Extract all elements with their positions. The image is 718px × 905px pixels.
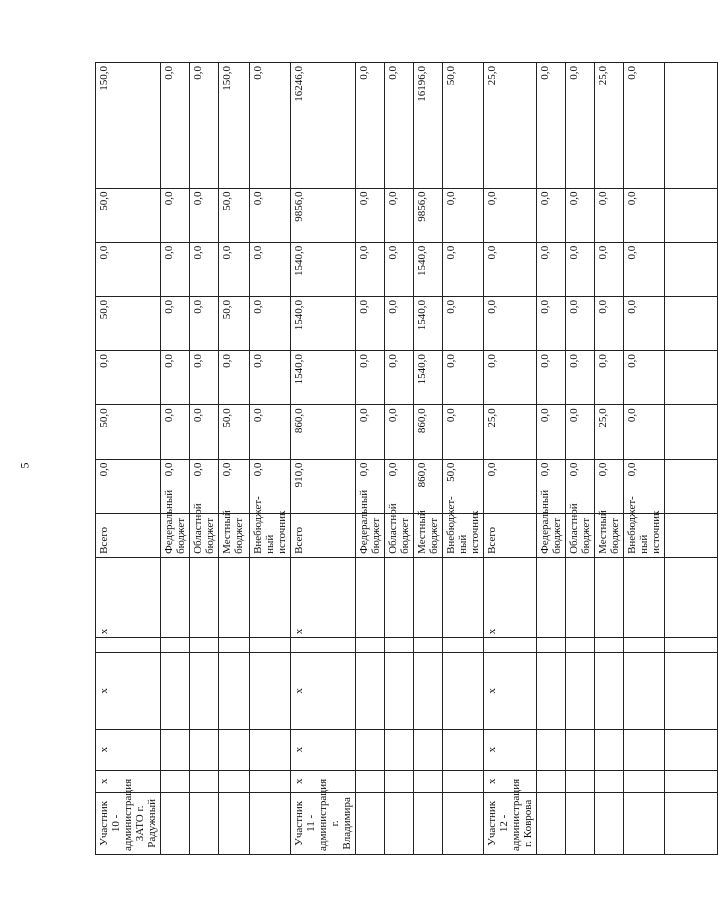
value-cell: 0,0 [356,405,385,459]
funding-source-cell: Федеральный бюджет [356,513,385,557]
table-row [385,63,414,855]
marker-cell [665,557,718,637]
value-cell: 50,0 [96,296,161,350]
value-cell: 0,0 [219,242,250,296]
value-cell: 50,0 [96,405,161,459]
marker-cell [219,557,250,637]
participant-cell: Участник 10 - администрация ЗАТО г. Радужный [96,792,161,854]
value-cell: 0,0 [161,405,190,459]
value-cell: 0,0 [537,188,566,242]
participant-cell [624,792,665,854]
funding-source-cell: Местный бюджет [414,513,443,557]
value-cell: 0,0 [161,188,190,242]
value-cell: 0,0 [190,188,219,242]
value-cell: 1540,0 [291,296,356,350]
value-cell: 150,0 [219,63,250,189]
value-cell: 0,0 [385,63,414,189]
value-cell: 0,0 [385,242,414,296]
value-cell: 25,0 [484,405,537,459]
value-cell: 50,0 [443,459,484,513]
value-cell: 50,0 [443,63,484,189]
value-cell: 0,0 [566,188,595,242]
value-cell: 0,0 [250,405,291,459]
marker-cell [595,729,624,770]
empty-cell [161,638,190,653]
value-cell: 0,0 [356,459,385,513]
value-cell: 0,0 [595,459,624,513]
participant-cell [219,792,250,854]
value-cell [665,459,718,513]
budget-table [95,62,718,855]
marker-cell: x [291,557,356,637]
marker-cell [537,557,566,637]
value-cell: 16246,0 [291,63,356,189]
value-cell: 0,0 [484,188,537,242]
value-cell: 0,0 [484,459,537,513]
marker-cell [443,653,484,729]
value-cell [665,63,718,189]
marker-cell [356,770,385,792]
funding-source-cell [665,513,718,557]
participant-cell [385,792,414,854]
value-cell: 0,0 [385,405,414,459]
value-cell: 0,0 [219,351,250,405]
value-cell: 0,0 [566,242,595,296]
value-cell: 0,0 [356,351,385,405]
marker-cell [161,729,190,770]
marker-cell [566,729,595,770]
value-cell: 0,0 [537,405,566,459]
value-cell [665,242,718,296]
marker-cell [219,653,250,729]
marker-cell [250,557,291,637]
value-cell: 0,0 [190,296,219,350]
page-number: 5 [17,462,32,469]
value-cell: 1540,0 [414,296,443,350]
empty-cell [219,638,250,653]
value-cell: 0,0 [161,351,190,405]
participant-cell: Участник 12 - администрация г. Коврова [484,792,537,854]
empty-cell [385,638,414,653]
participant-cell [250,792,291,854]
table-row [161,63,190,855]
marker-cell [566,653,595,729]
value-cell: 0,0 [443,296,484,350]
value-cell: 0,0 [356,63,385,189]
participant-cell: Участник 11 - администрация г. Владимира [291,792,356,854]
funding-source-cell: Всего [96,513,161,557]
empty-cell [665,638,718,653]
marker-cell: x [484,729,537,770]
marker-cell: x [96,729,161,770]
marker-cell [595,770,624,792]
table-row [291,63,356,855]
marker-cell [356,557,385,637]
marker-cell: x [484,770,537,792]
participant-cell [665,792,718,854]
table-row [356,63,385,855]
value-cell: 50,0 [219,188,250,242]
value-cell: 0,0 [624,242,665,296]
participant-cell [414,792,443,854]
funding-source-cell: Федеральный бюджет [161,513,190,557]
table-body [96,63,718,855]
empty-cell [624,638,665,653]
funding-source-cell: Местный бюджет [595,513,624,557]
table-row [537,63,566,855]
value-cell: 0,0 [250,351,291,405]
value-cell: 0,0 [566,459,595,513]
marker-cell [624,729,665,770]
value-cell: 0,0 [250,63,291,189]
marker-cell [566,557,595,637]
value-cell: 1540,0 [291,242,356,296]
table-row [665,63,718,855]
value-cell: 0,0 [161,296,190,350]
marker-cell [595,557,624,637]
marker-cell: x [291,770,356,792]
value-cell: 860,0 [291,405,356,459]
marker-cell: x [484,653,537,729]
value-cell: 0,0 [595,296,624,350]
participant-cell [161,792,190,854]
funding-source-cell: Областной бюджет [566,513,595,557]
marker-cell [624,557,665,637]
value-cell: 0,0 [250,242,291,296]
table-row [96,63,161,855]
value-cell: 0,0 [96,351,161,405]
value-cell: 0,0 [385,188,414,242]
participant-cell [356,792,385,854]
funding-source-cell: Внебюджет-ный источник [250,513,291,557]
value-cell: 0,0 [190,63,219,189]
value-cell: 0,0 [624,296,665,350]
empty-cell [291,638,356,653]
marker-cell [161,770,190,792]
table-row [566,63,595,855]
value-cell: 0,0 [250,188,291,242]
value-cell: 0,0 [385,459,414,513]
marker-cell [595,653,624,729]
marker-cell [414,729,443,770]
funding-source-cell: Всего [484,513,537,557]
marker-cell [566,770,595,792]
value-cell: 0,0 [624,459,665,513]
marker-cell: x [291,729,356,770]
funding-source-cell: Местный бюджет [219,513,250,557]
value-cell: 16196,0 [414,63,443,189]
marker-cell [219,729,250,770]
marker-cell [537,653,566,729]
marker-cell [443,729,484,770]
funding-source-cell: Внебюджет-ный источник [443,513,484,557]
value-cell: 910,0 [291,459,356,513]
value-cell: 0,0 [566,63,595,189]
value-cell: 0,0 [595,242,624,296]
value-cell: 0,0 [537,63,566,189]
marker-cell [190,770,219,792]
value-cell: 0,0 [250,459,291,513]
value-cell: 860,0 [414,459,443,513]
marker-cell [414,557,443,637]
marker-cell [443,557,484,637]
participant-cell [566,792,595,854]
marker-cell [385,729,414,770]
value-cell: 0,0 [595,351,624,405]
value-cell: 0,0 [443,405,484,459]
marker-cell [250,770,291,792]
value-cell: 0,0 [595,188,624,242]
funding-source-cell: Федеральный бюджет [537,513,566,557]
funding-source-cell: Областной бюджет [190,513,219,557]
value-cell: 0,0 [443,351,484,405]
value-cell: 1540,0 [291,351,356,405]
table-row [190,63,219,855]
table-row [219,63,250,855]
value-cell: 0,0 [356,188,385,242]
marker-cell [537,729,566,770]
participant-cell [443,792,484,854]
empty-cell [96,638,161,653]
table-row [624,63,665,855]
marker-cell [190,653,219,729]
marker-cell [624,653,665,729]
value-cell: 0,0 [219,459,250,513]
value-cell: 0,0 [624,405,665,459]
value-cell: 0,0 [356,296,385,350]
value-cell: 50,0 [96,188,161,242]
marker-cell: x [96,653,161,729]
value-cell [665,351,718,405]
marker-cell [190,557,219,637]
marker-cell [665,770,718,792]
value-cell: 25,0 [595,405,624,459]
value-cell: 0,0 [624,188,665,242]
value-cell: 0,0 [624,351,665,405]
marker-cell: x [484,557,537,637]
empty-cell [414,638,443,653]
table-row [414,63,443,855]
marker-cell [356,653,385,729]
value-cell: 1540,0 [414,351,443,405]
marker-cell [250,729,291,770]
empty-cell [190,638,219,653]
value-cell: 1540,0 [414,242,443,296]
value-cell: 0,0 [356,242,385,296]
value-cell: 9856,0 [414,188,443,242]
funding-source-cell: Всего [291,513,356,557]
value-cell: 0,0 [443,188,484,242]
value-cell: 0,0 [190,459,219,513]
value-cell: 0,0 [484,296,537,350]
rotated-table-container [95,62,662,855]
value-cell: 0,0 [443,242,484,296]
value-cell: 0,0 [96,242,161,296]
empty-cell [566,638,595,653]
marker-cell [356,729,385,770]
marker-cell [219,770,250,792]
value-cell: 0,0 [537,459,566,513]
value-cell: 25,0 [484,63,537,189]
participant-cell [595,792,624,854]
marker-cell [665,653,718,729]
participant-cell [190,792,219,854]
marker-cell [190,729,219,770]
value-cell: 0,0 [537,242,566,296]
marker-cell [385,770,414,792]
marker-cell [665,729,718,770]
value-cell: 50,0 [219,296,250,350]
value-cell: 0,0 [385,351,414,405]
value-cell: 0,0 [566,405,595,459]
value-cell [665,188,718,242]
table-row [595,63,624,855]
value-cell: 0,0 [566,351,595,405]
marker-cell [414,770,443,792]
value-cell: 0,0 [161,242,190,296]
marker-cell [161,653,190,729]
value-cell: 0,0 [161,459,190,513]
value-cell [665,296,718,350]
value-cell: 0,0 [96,459,161,513]
empty-cell [250,638,291,653]
value-cell: 0,0 [250,296,291,350]
table-row [484,63,537,855]
value-cell: 0,0 [190,405,219,459]
value-cell: 0,0 [566,296,595,350]
value-cell: 0,0 [484,242,537,296]
value-cell: 0,0 [624,63,665,189]
empty-cell [484,638,537,653]
table-row [250,63,291,855]
value-cell: 0,0 [537,296,566,350]
value-cell: 0,0 [537,351,566,405]
funding-source-cell: Внебюджет-ный источник [624,513,665,557]
value-cell: 860,0 [414,405,443,459]
value-cell: 0,0 [484,351,537,405]
marker-cell [414,653,443,729]
value-cell: 0,0 [190,351,219,405]
marker-cell [537,770,566,792]
empty-cell [356,638,385,653]
marker-cell [443,770,484,792]
value-cell: 0,0 [385,296,414,350]
marker-cell [624,770,665,792]
value-cell: 0,0 [190,242,219,296]
empty-cell [443,638,484,653]
empty-cell [595,638,624,653]
funding-source-cell: Областной бюджет [385,513,414,557]
marker-cell: x [291,653,356,729]
table-row [443,63,484,855]
empty-cell [537,638,566,653]
value-cell: 150,0 [96,63,161,189]
value-cell: 9856,0 [291,188,356,242]
marker-cell [250,653,291,729]
marker-cell [385,653,414,729]
marker-cell: x [96,770,161,792]
participant-cell [537,792,566,854]
value-cell: 50,0 [219,405,250,459]
marker-cell: x [96,557,161,637]
value-cell: 0,0 [161,63,190,189]
value-cell: 25,0 [595,63,624,189]
marker-cell [385,557,414,637]
marker-cell [161,557,190,637]
value-cell [665,405,718,459]
